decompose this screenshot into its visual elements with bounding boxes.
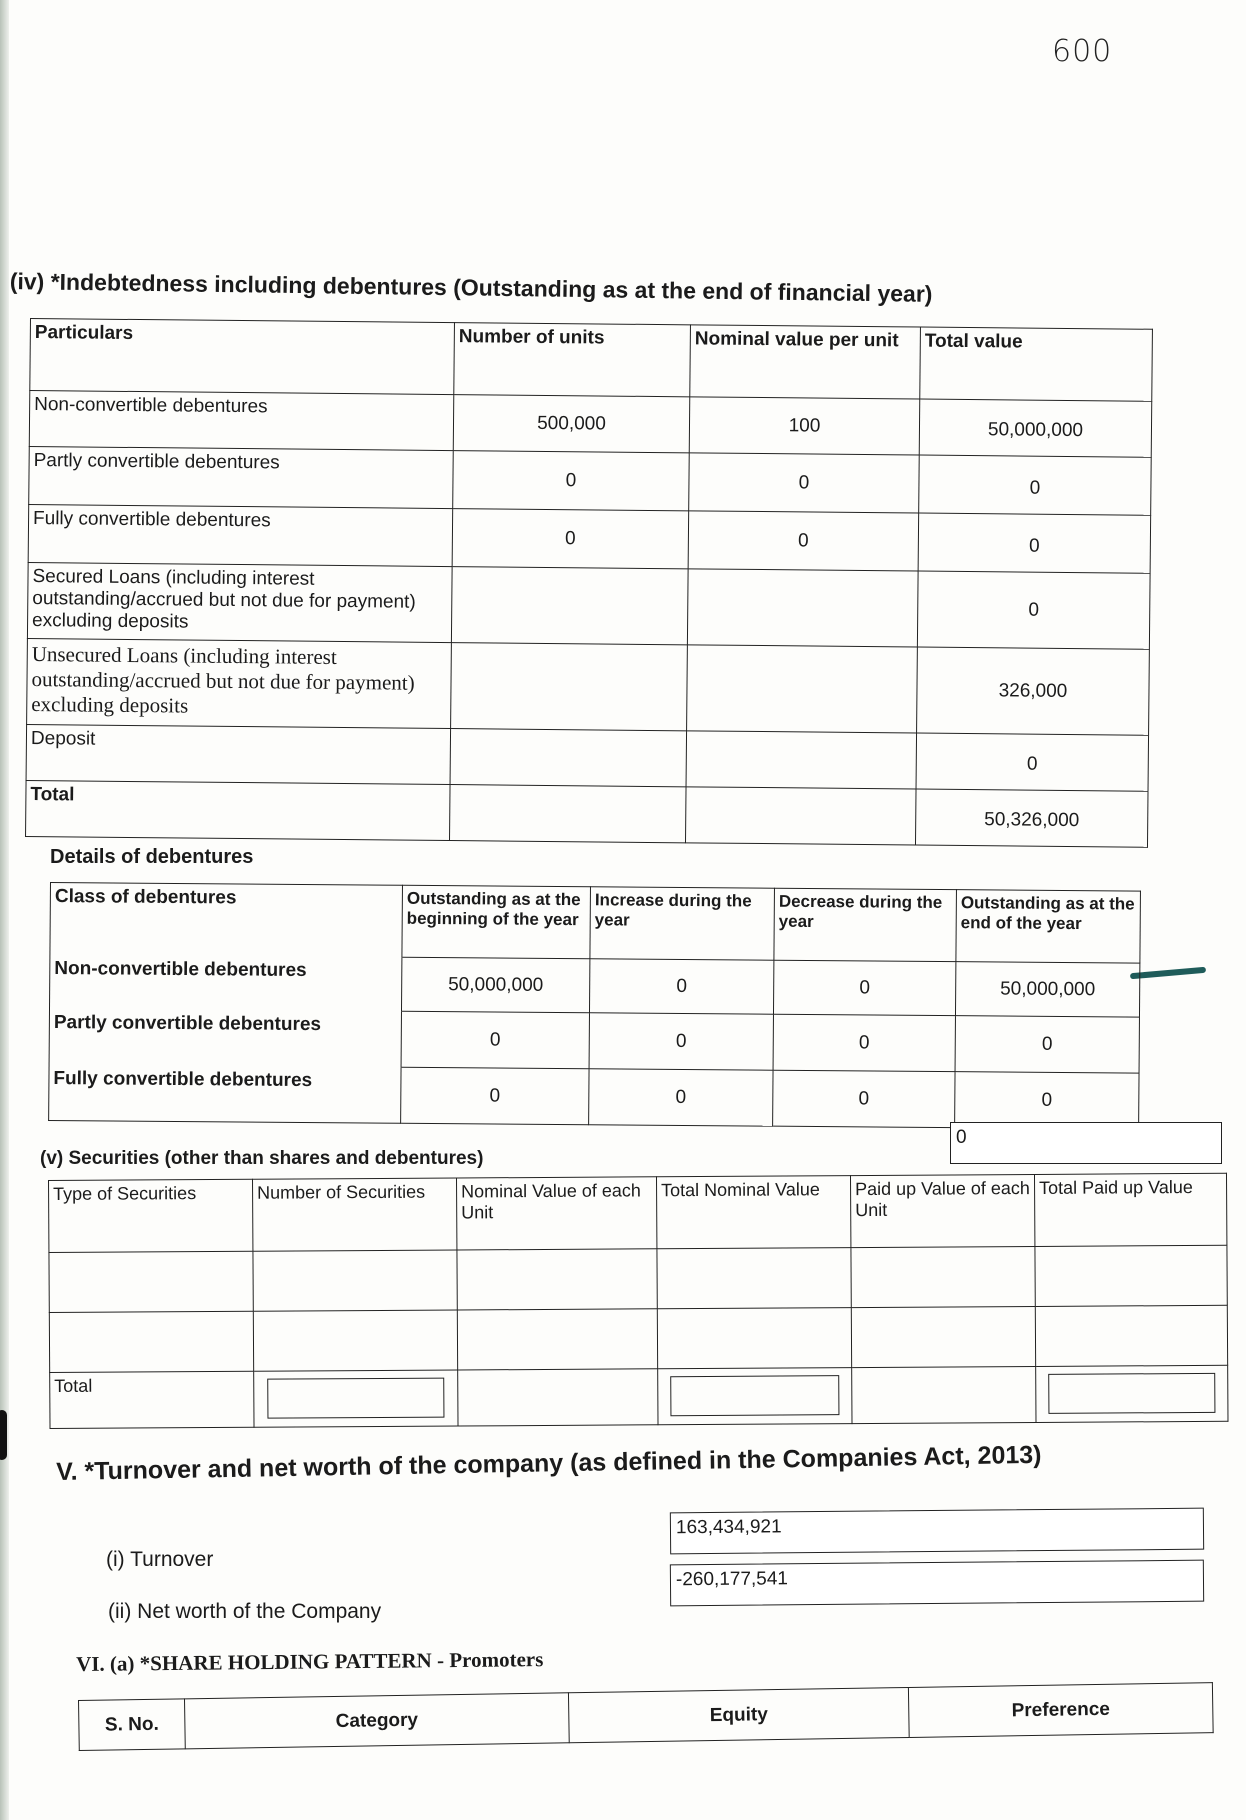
debenture-details-title: Details of debentures (50, 846, 254, 868)
cell-increase: 0 (589, 1069, 773, 1126)
cell-nominal (687, 645, 918, 733)
cell-begin: 0 (401, 1011, 589, 1068)
total-nominal-cell (658, 1368, 852, 1425)
header-decrease: Decrease during the year (774, 888, 957, 961)
header-begin: Outstanding as at the beginning of the year (402, 885, 591, 958)
cell-decrease: 0 (773, 1070, 955, 1127)
header-sno: S. No. (79, 1699, 186, 1751)
empty-cell[interactable] (457, 1249, 657, 1310)
header-end: Outstanding as at the end of the year (956, 890, 1141, 963)
shareholding-title: VI. (a) *SHARE HOLDING PATTERN - Promoters (76, 1647, 544, 1676)
total-nominal-field[interactable] (670, 1375, 839, 1416)
empty-cell (458, 1369, 658, 1426)
header-preference: Preference (908, 1683, 1213, 1738)
row-label: Non-convertible debentures (50, 955, 402, 1012)
total-paidup-field[interactable] (1048, 1373, 1215, 1414)
header-equity: Equity (568, 1687, 909, 1742)
cell-decrease: 0 (773, 1014, 955, 1071)
cell-total: 326,000 (917, 647, 1150, 735)
cell-begin: 50,000,000 (401, 957, 589, 1012)
indebtedness-table (25, 318, 1153, 848)
cell-total: 0 (918, 513, 1151, 573)
row-label: Fully convertible debentures (49, 1064, 401, 1123)
header-nominal-each: Nominal Value of each Unit (456, 1177, 656, 1250)
header-total-nominal: Total Nominal Value (656, 1176, 850, 1249)
empty-cell (852, 1366, 1036, 1423)
header-units: Number of units (454, 323, 691, 397)
cell-begin: 0 (401, 1067, 589, 1124)
cell-units (450, 785, 687, 843)
cell-increase: 0 (589, 959, 773, 1014)
cell-increase: 0 (589, 1013, 773, 1070)
cell-total: 50,000,000 (919, 399, 1152, 457)
cell-nominal: 0 (688, 511, 919, 571)
header-total-paidup: Total Paid up Value (1034, 1173, 1226, 1246)
cell-units (451, 643, 688, 731)
cell-decrease: 0 (773, 960, 955, 1015)
cell-nominal (686, 731, 917, 789)
row-label: Non-convertible debentures (29, 391, 454, 451)
pen-mark (1130, 967, 1206, 980)
row-label: Fully convertible debentures (28, 504, 453, 566)
securities-count-field[interactable]: 0 (950, 1122, 1222, 1164)
cell-units: 0 (452, 509, 689, 569)
empty-cell[interactable] (253, 1310, 457, 1371)
header-class: Class of debentures (50, 883, 403, 958)
header-particulars: Particulars (30, 319, 455, 395)
turnover-field[interactable]: 163,434,921 (670, 1508, 1204, 1555)
total-number-field[interactable] (267, 1378, 445, 1419)
cell-units (451, 567, 688, 645)
turnover-section-title: V. *Turnover and net worth of the company (as defined in the Companies Act, 2013) (56, 1440, 1042, 1486)
turnover-label: (i) Turnover (106, 1548, 214, 1571)
empty-cell[interactable] (1035, 1305, 1227, 1366)
indebtedness-title: (iv) *Indebtedness including debentures (Outstanding as at the end of financial year) (9, 268, 933, 307)
empty-cell[interactable] (253, 1250, 457, 1311)
cell-total: 0 (917, 571, 1150, 649)
empty-cell[interactable] (851, 1246, 1035, 1307)
row-label: Secured Loans (including interest outstanding/accrued but not due for payment) excluding deposits (27, 562, 452, 642)
empty-cell[interactable] (49, 1251, 253, 1312)
cell-nominal: 100 (689, 397, 920, 455)
header-number: Number of Securities (252, 1178, 456, 1251)
row-label-total: Total (26, 780, 451, 840)
header-paidup-each: Paid up Value of each Unit (850, 1174, 1034, 1247)
empty-cell[interactable] (657, 1248, 851, 1309)
total-paidup-cell (1036, 1365, 1228, 1422)
total-number-cell (254, 1370, 458, 1427)
cell-units: 500,000 (453, 395, 690, 453)
cell-total: 0 (919, 455, 1152, 515)
punch-hole-mark (0, 1410, 7, 1460)
networth-label: (ii) Net worth of the Company (108, 1600, 382, 1623)
empty-cell[interactable] (851, 1306, 1035, 1367)
header-category: Category (184, 1693, 569, 1749)
header-total: Total value (920, 327, 1153, 401)
header-type: Type of Securities (49, 1179, 253, 1252)
total-label: Total (50, 1371, 254, 1428)
networth-field[interactable]: -260,177,541 (670, 1560, 1204, 1607)
debenture-details-table (48, 882, 1141, 1130)
cell-units: 0 (453, 451, 690, 511)
row-label: Partly convertible debentures (29, 446, 454, 508)
cell-total: 0 (916, 733, 1149, 791)
header-increase: Increase during the year (590, 887, 775, 960)
handwritten-page-number: 600 (1052, 34, 1113, 69)
empty-cell[interactable] (1035, 1245, 1227, 1306)
row-label: Partly convertible debentures (49, 1009, 401, 1068)
page-edge-shadow (0, 0, 9, 1820)
cell-end: 0 (955, 1072, 1139, 1129)
empty-cell[interactable] (49, 1311, 253, 1372)
cell-end: 50,000,000 (955, 962, 1139, 1017)
securities-title: (v) Securities (other than shares and debentures) (40, 1148, 484, 1169)
cell-total: 50,326,000 (915, 789, 1148, 847)
cell-nominal (687, 569, 918, 647)
empty-cell[interactable] (457, 1309, 657, 1370)
securities-table (48, 1173, 1228, 1429)
empty-cell[interactable] (657, 1308, 851, 1369)
header-nominal: Nominal value per unit (690, 325, 921, 399)
row-label: Deposit (26, 724, 451, 784)
cell-end: 0 (955, 1016, 1139, 1073)
row-label: Unsecured Loans (including interest outstanding/accrued but not due for payment) excluding deposits (27, 638, 452, 728)
cell-nominal: 0 (689, 453, 920, 513)
cell-units (450, 729, 687, 787)
cell-nominal (685, 787, 916, 845)
shareholding-table (78, 1682, 1214, 1751)
